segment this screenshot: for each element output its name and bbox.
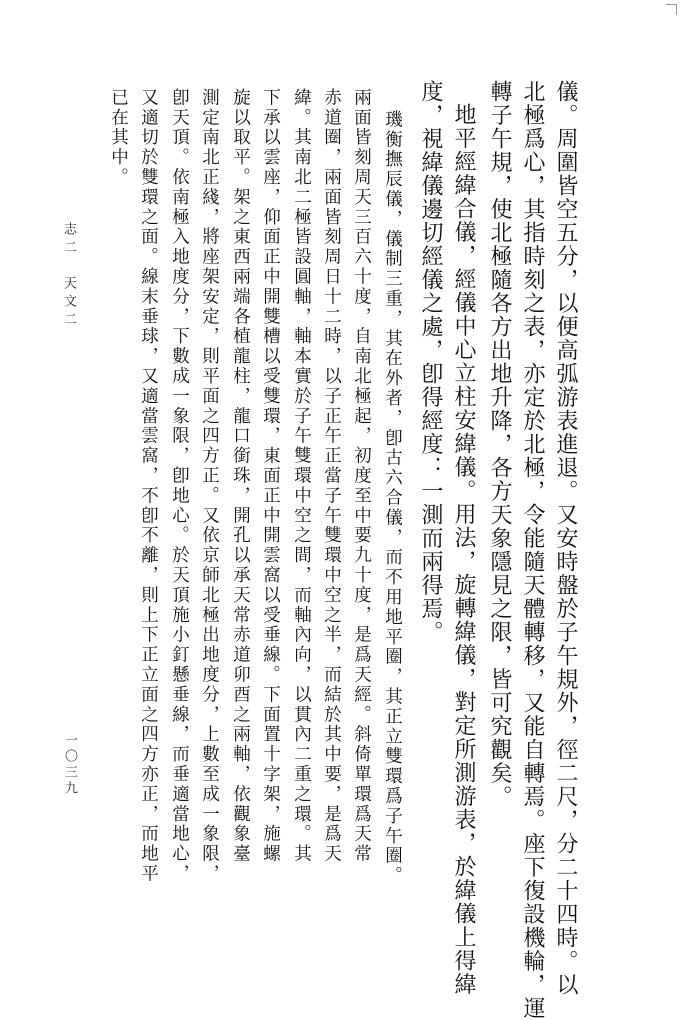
text-column-1: 儀。周圍皆空五分，以便高弧游表進退。又安時盤於子午規外，徑二尺，分二十四時。以 (553, 80, 578, 997)
text-column-14: 又適切於雙環之面。線末垂球，又適當雲窩，不卽不離，則上下正立面之四方亦正，而地平 (138, 88, 159, 884)
text-column-15: 已在其中。 (108, 88, 129, 188)
text-column-6: 璣衡撫辰儀，儀制三重，其在外者，卽古六合儀，而不用地平圈，其正立雙環爲子午圈。 (382, 110, 403, 887)
page-number: 一〇三九 (62, 733, 77, 797)
text-column-13: 卽天頂。依南極入地度分，下數成一象限，卽地心。於天頂施小釘懸垂線，而垂適當地心， (169, 88, 190, 884)
text-column-2: 北極爲心，其指時刻之表，亦定於北極，令能隨天體轉移，又能自轉焉。座下復設機輪，運 (520, 80, 545, 1020)
text-column-3: 轉子午規，使北極隨各方出地升降，各方天象隱見之限，皆可究觀矣。 (487, 80, 512, 809)
text-column-9: 緯。其南北二極皆設圓軸，軸本實於子午雙環中空之間，而軸內向，以貫內二重之環。其 (291, 88, 312, 865)
text-column-12: 測定南北正綫，將座架安定，則平面之四方正。又依京師北極出地度分，上數至成一象限， (199, 88, 220, 884)
page-corner-mark (666, 4, 677, 15)
text-column-11: 旋以取平。架之東西兩端各植龍柱，龍口銜珠，開孔以承天常赤道卯酉之兩軸，依觀象臺 (230, 88, 251, 865)
text-column-10: 下承以雲座，仰面正中開雙槽以受雙環，東面正中開雲窩以受垂線。下面置十字架，施螺 (260, 88, 281, 865)
text-column-5: 度，視緯儀邊切經儀之處，卽得經度：一測而兩得焉。 (418, 80, 443, 644)
text-column-7: 兩面皆刻周天三百六十度，自南北極起，初度至中要九十度，是爲天經。斜倚單環爲天常 (351, 88, 372, 865)
text-column-4: 地平經緯合儀，經儀中心立柱安緯儀。用法，旋轉緯儀，對定所測游表，於緯儀上得緯 (451, 103, 476, 996)
running-head: 志二 天文二 (61, 222, 76, 330)
text-column-8: 赤道圈，兩面皆刻周日十二時，以子正午正當子午雙環中空之半，而結於其中要，是爲天 (321, 88, 342, 865)
